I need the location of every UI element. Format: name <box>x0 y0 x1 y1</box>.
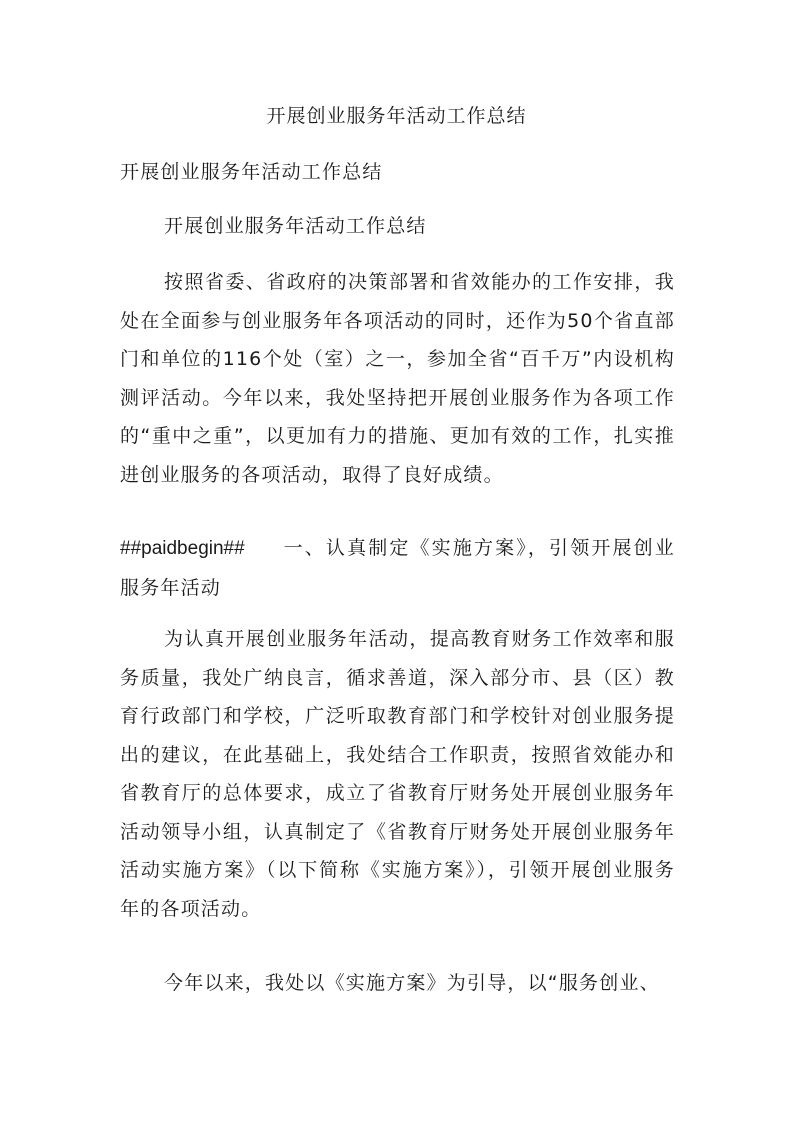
document-subtitle-indented: 开展创业服务年活动工作总结 <box>164 215 427 237</box>
paragraph-intro: 按照省委、省政府的决策部署和省效能办的工作安排，我处在全面参与创业服务年各项活动的同时，还作为50个省直部门和单位的116个处（室）之一，参加全省“百千万”内设机构测评活动。今年以来，我处坚持把开展创业服务作为各项工作的“重中之重”，以更加有力的措施、更加有效的工作，扎实推进创业服务的各项活动，取得了良好成绩。 <box>120 271 675 486</box>
paid-begin-marker: ##paidbegin## <box>120 538 245 559</box>
paragraph-section-1: 为认真开展创业服务年活动，提高教育财务工作效率和服务质量，我处广纳良言，循求善道，深入部分市、县（区）教育行政部门和学校，广泛听取教育部门和学校针对创业服务提出的建议，在此基础上，我处结合工作职责，按照省效能办和省教育厅的总体要求，成立了省教育厅财务处开展创业服务年活动领导小组，认真制定了《省教育厅财务处开展创业服务年活动实施方案》（以下简称《实施方案》），引领开展创业服务年的各项活动。 <box>120 628 675 920</box>
section-heading-1 <box>120 529 675 607</box>
section-heading-1-text: 一、认真制定《实施方案》，引领开展创业服务年活动 <box>120 537 675 599</box>
paragraph-continued: 今年以来，我处以《实施方案》为引导，以“服务创业、 <box>164 972 660 994</box>
document-subtitle: 开展创业服务年活动工作总结 <box>120 161 383 183</box>
document-title: 开展创业服务年活动工作总结 <box>266 105 527 127</box>
